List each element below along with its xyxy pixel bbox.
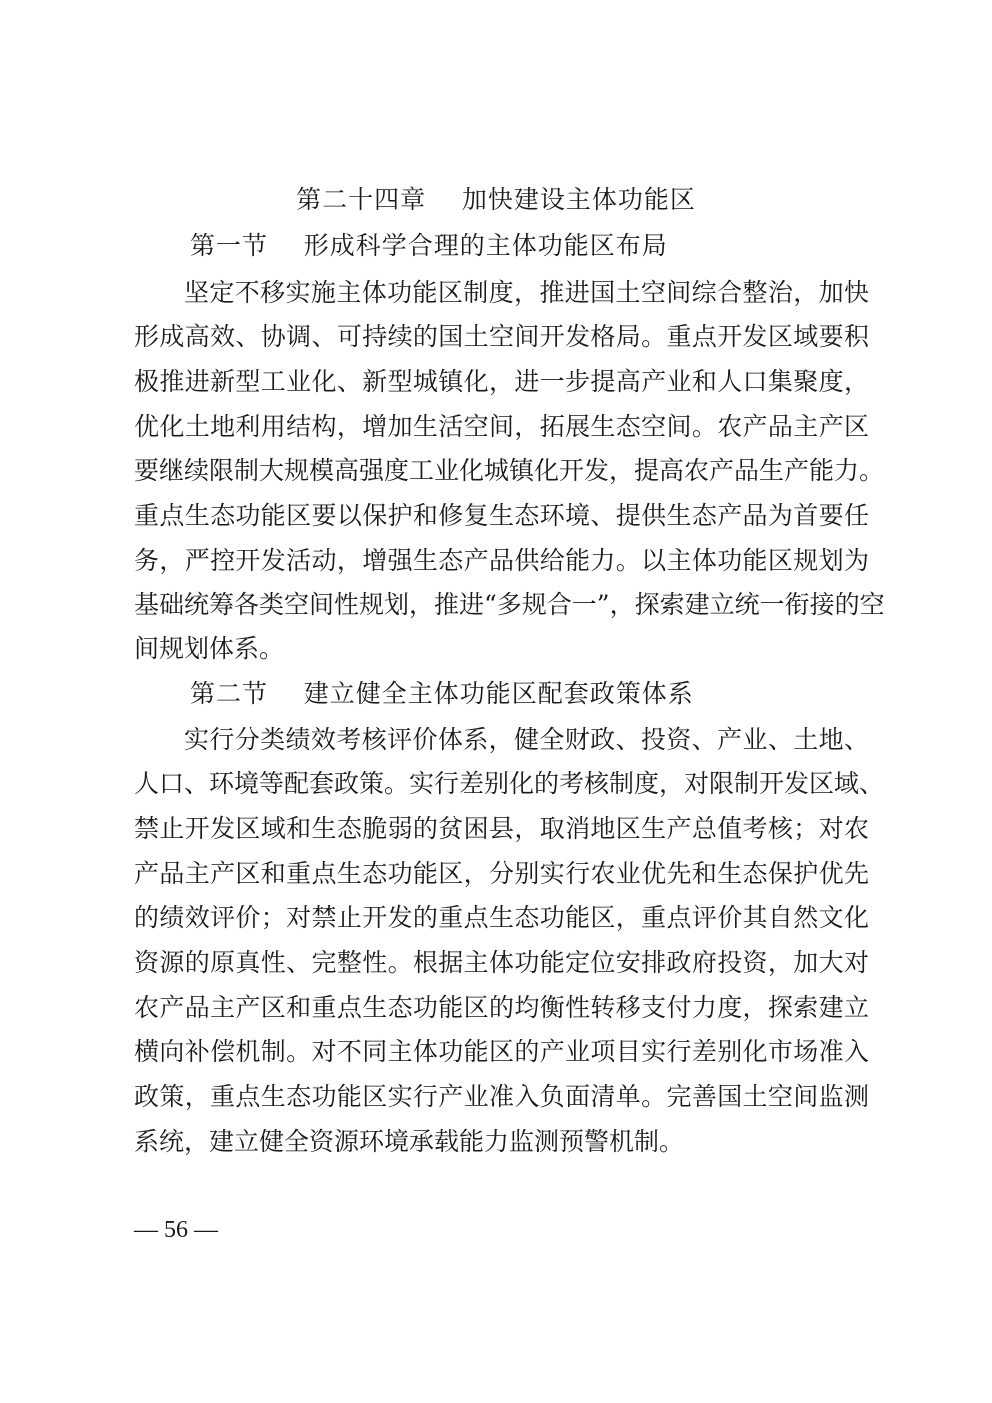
section-2-line-10: 系统，建立健全资源环境承载能力监测预警机制。 <box>134 1127 685 1156</box>
section-1-line-6: 重点生态功能区要以保护和修复生态环境、提供生态产品为首要任 <box>134 501 869 530</box>
section-2-line-6: 资源的原真性、完整性。根据主体功能定位安排政府投资，加大对 <box>134 948 869 977</box>
section-2-line-1: 实行分类绩效考核评价体系，健全财政、投资、产业、土地、 <box>184 725 869 754</box>
section-2-line-7: 农产品主产区和重点生态功能区的均衡性转移支付力度，探索建立 <box>134 993 869 1022</box>
section-2-line-2: 人口、环境等配套政策。实行差别化的考核制度，对限制开发区域、 <box>134 769 885 798</box>
chapter-title: 第二十四章 加快建设主体功能区 <box>296 185 696 214</box>
section-2-line-4: 产品主产区和重点生态功能区，分别实行农业优先和生态保护优先 <box>134 859 869 888</box>
section-1-line-1: 坚定不移实施主体功能区制度，推进国土空间综合整治，加快 <box>184 278 869 307</box>
section-2-line-9: 政策，重点生态功能区实行产业准入负面清单。完善国土空间监测 <box>134 1082 869 1111</box>
section-1-line-5: 要继续限制大规模高强度工业化城镇化开发，提高农产品生产能力。 <box>134 456 885 485</box>
section-2-line-8: 横向补偿机制。对不同主体功能区的产业项目实行差别化市场准入 <box>134 1037 869 1066</box>
section-1-line-7: 务，严控开发活动，增强生态产品供给能力。以主体功能区规划为 <box>134 546 869 575</box>
section-1-line-4: 优化土地利用结构，增加生活空间，拓展生态空间。农产品主产区 <box>134 412 869 441</box>
section-title-2: 第二节 建立健全主体功能区配套政策体系 <box>190 679 694 708</box>
section-2-line-5: 的绩效评价；对禁止开发的重点生态功能区，重点评价其自然文化 <box>134 903 869 932</box>
section-1-line-9: 间规划体系。 <box>134 634 285 663</box>
section-1-line-3: 极推进新型工业化、新型城镇化，进一步提高产业和人口集聚度， <box>134 367 869 396</box>
page-number: — 56 — <box>134 1217 218 1243</box>
section-1-line-2: 形成高效、协调、可持续的国土空间开发格局。重点开发区域要积 <box>134 322 869 351</box>
section-2-line-3: 禁止开发区域和生态脆弱的贫困县，取消地区生产总值考核；对农 <box>134 814 869 843</box>
section-1-line-8: 基础统筹各类空间性规划，推进“多规合一”，探索建立统一衔接的空 <box>134 590 885 619</box>
section-title-1: 第一节 形成科学合理的主体功能区布局 <box>190 231 668 260</box>
